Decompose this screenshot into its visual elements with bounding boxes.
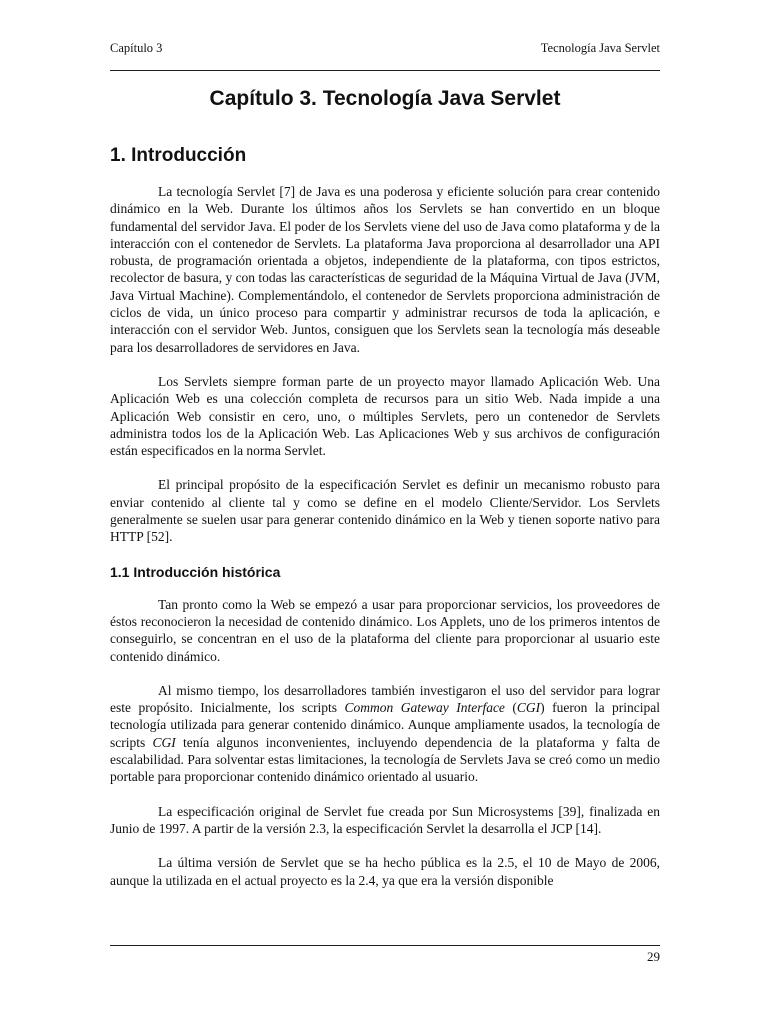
- body-text: [110, 183, 660, 906]
- term-italic: CGI: [516, 700, 541, 716]
- running-header: [110, 41, 660, 57]
- paragraph-text: ) fueron la principal tecnología utilizada para generar contenido dinámico. Aunque ampliamente usados, la tecnología de scripts: [110, 700, 661, 750]
- page-number: 29: [647, 949, 660, 964]
- paragraph-text: Al mismo tiempo, los desarrolladores también investigaron el uso del servidor para lograr este propósito. Inicialmente, los scripts: [110, 682, 660, 716]
- paragraph: El principal propósito de la especificación Servlet es definir un mecanismo robusto para enviar contenido al cliente tal y como se define en el modelo Cliente/Servidor. Los Servlets generalmente se suelen usar para generar contenido dinámico en la Web y tienen soporte nativo para HTTP [52].: [110, 477, 660, 545]
- paragraph: [110, 682, 660, 786]
- section-title: 1. Introducción: [110, 145, 247, 166]
- header-topic-label: Tecnología Java Servlet: [540, 41, 660, 55]
- document-page: [110, 0, 660, 1024]
- chapter-title: Capítulo 3. Tecnología Java Servlet: [209, 87, 561, 110]
- paragraph: La tecnología Servlet [7] de Java es una poderosa y eficiente solución para crear contenido dinámico en la Web. Durante los últimos años los Servlets se han convertido en un bloque fundamental del servidor Java. El poder de los Servlets viene del uso de Java como plataforma y de la interacción con el contenedor de Servlets. La plataforma Java proporciona al desarrollador una API robusta, de programación orientada a objetos, independiente de la plataforma, con tipos estrictos, recolector de basura, y con todas las características de seguridad de la Máquina Virtual de Java (JVM, Java Virtual Machine). Complementándolo, el contenedor de Servlets proporciona administración de ciclos de vida, un único proceso para compartir y administrar recursos de toda la aplicación, e interacción con el servidor Web. Juntos, consiguen que los Servlets sean la tecnología más deseable para los desarrolladores de servidores en Java.: [110, 184, 660, 355]
- paragraph-text: tenía algunos inconvenientes, incluyendo dependencia de la plataforma y falta de escalabilidad. Para solventar estas limitaciones, la tecnología de Servlets Java se creó como un medio portable para proporcionar contenido dinámico orientado al usuario.: [110, 734, 661, 785]
- term-italic: Common Gateway Interface: [344, 700, 505, 716]
- header-chapter-label: Capítulo 3: [110, 41, 163, 55]
- header-divider: [110, 70, 660, 71]
- paragraph: La última versión de Servlet que se ha hecho pública es la 2.5, el 10 de Mayo de 2006, aunque la utilizada en el actual proyecto es la 2.4, ya que era la versión disponible: [110, 855, 660, 888]
- term-italic: CGI: [152, 734, 176, 750]
- paragraph: La especificación original de Servlet fue creada por Sun Microsystems [39], finalizada en Junio de 1997. A partir de la versión 2.3, la especificación Servlet la desarrolla el JCP [14].: [110, 803, 660, 836]
- subsection-title: 1.1 Introducción histórica: [110, 563, 281, 580]
- paragraph: Los Servlets siempre forman parte de un proyecto mayor llamado Aplicación Web. Una Aplicación Web es una colección completa de recursos para un sitio Web. Nada impide a una Aplicación Web consistir en cero, uno, o múltiples Servlets, pero un contenedor de Servlets administra todos los de la Aplicación Web. Las Aplicaciones Web y sus archivos de configuración están especificados en la norma Servlet.: [110, 373, 660, 459]
- footer-divider: [110, 945, 660, 946]
- paragraph: Tan pronto como la Web se empezó a usar para proporcionar servicios, los proveedores de éstos reconocieron la necesidad de contenido dinámico. Los Applets, uno de los primeros intentos de conseguirlo, se concentran en el uso de la plataforma del cliente para proporcionar al usuario este contenido dinámico.: [110, 596, 660, 664]
- paragraph-text: (: [504, 700, 517, 716]
